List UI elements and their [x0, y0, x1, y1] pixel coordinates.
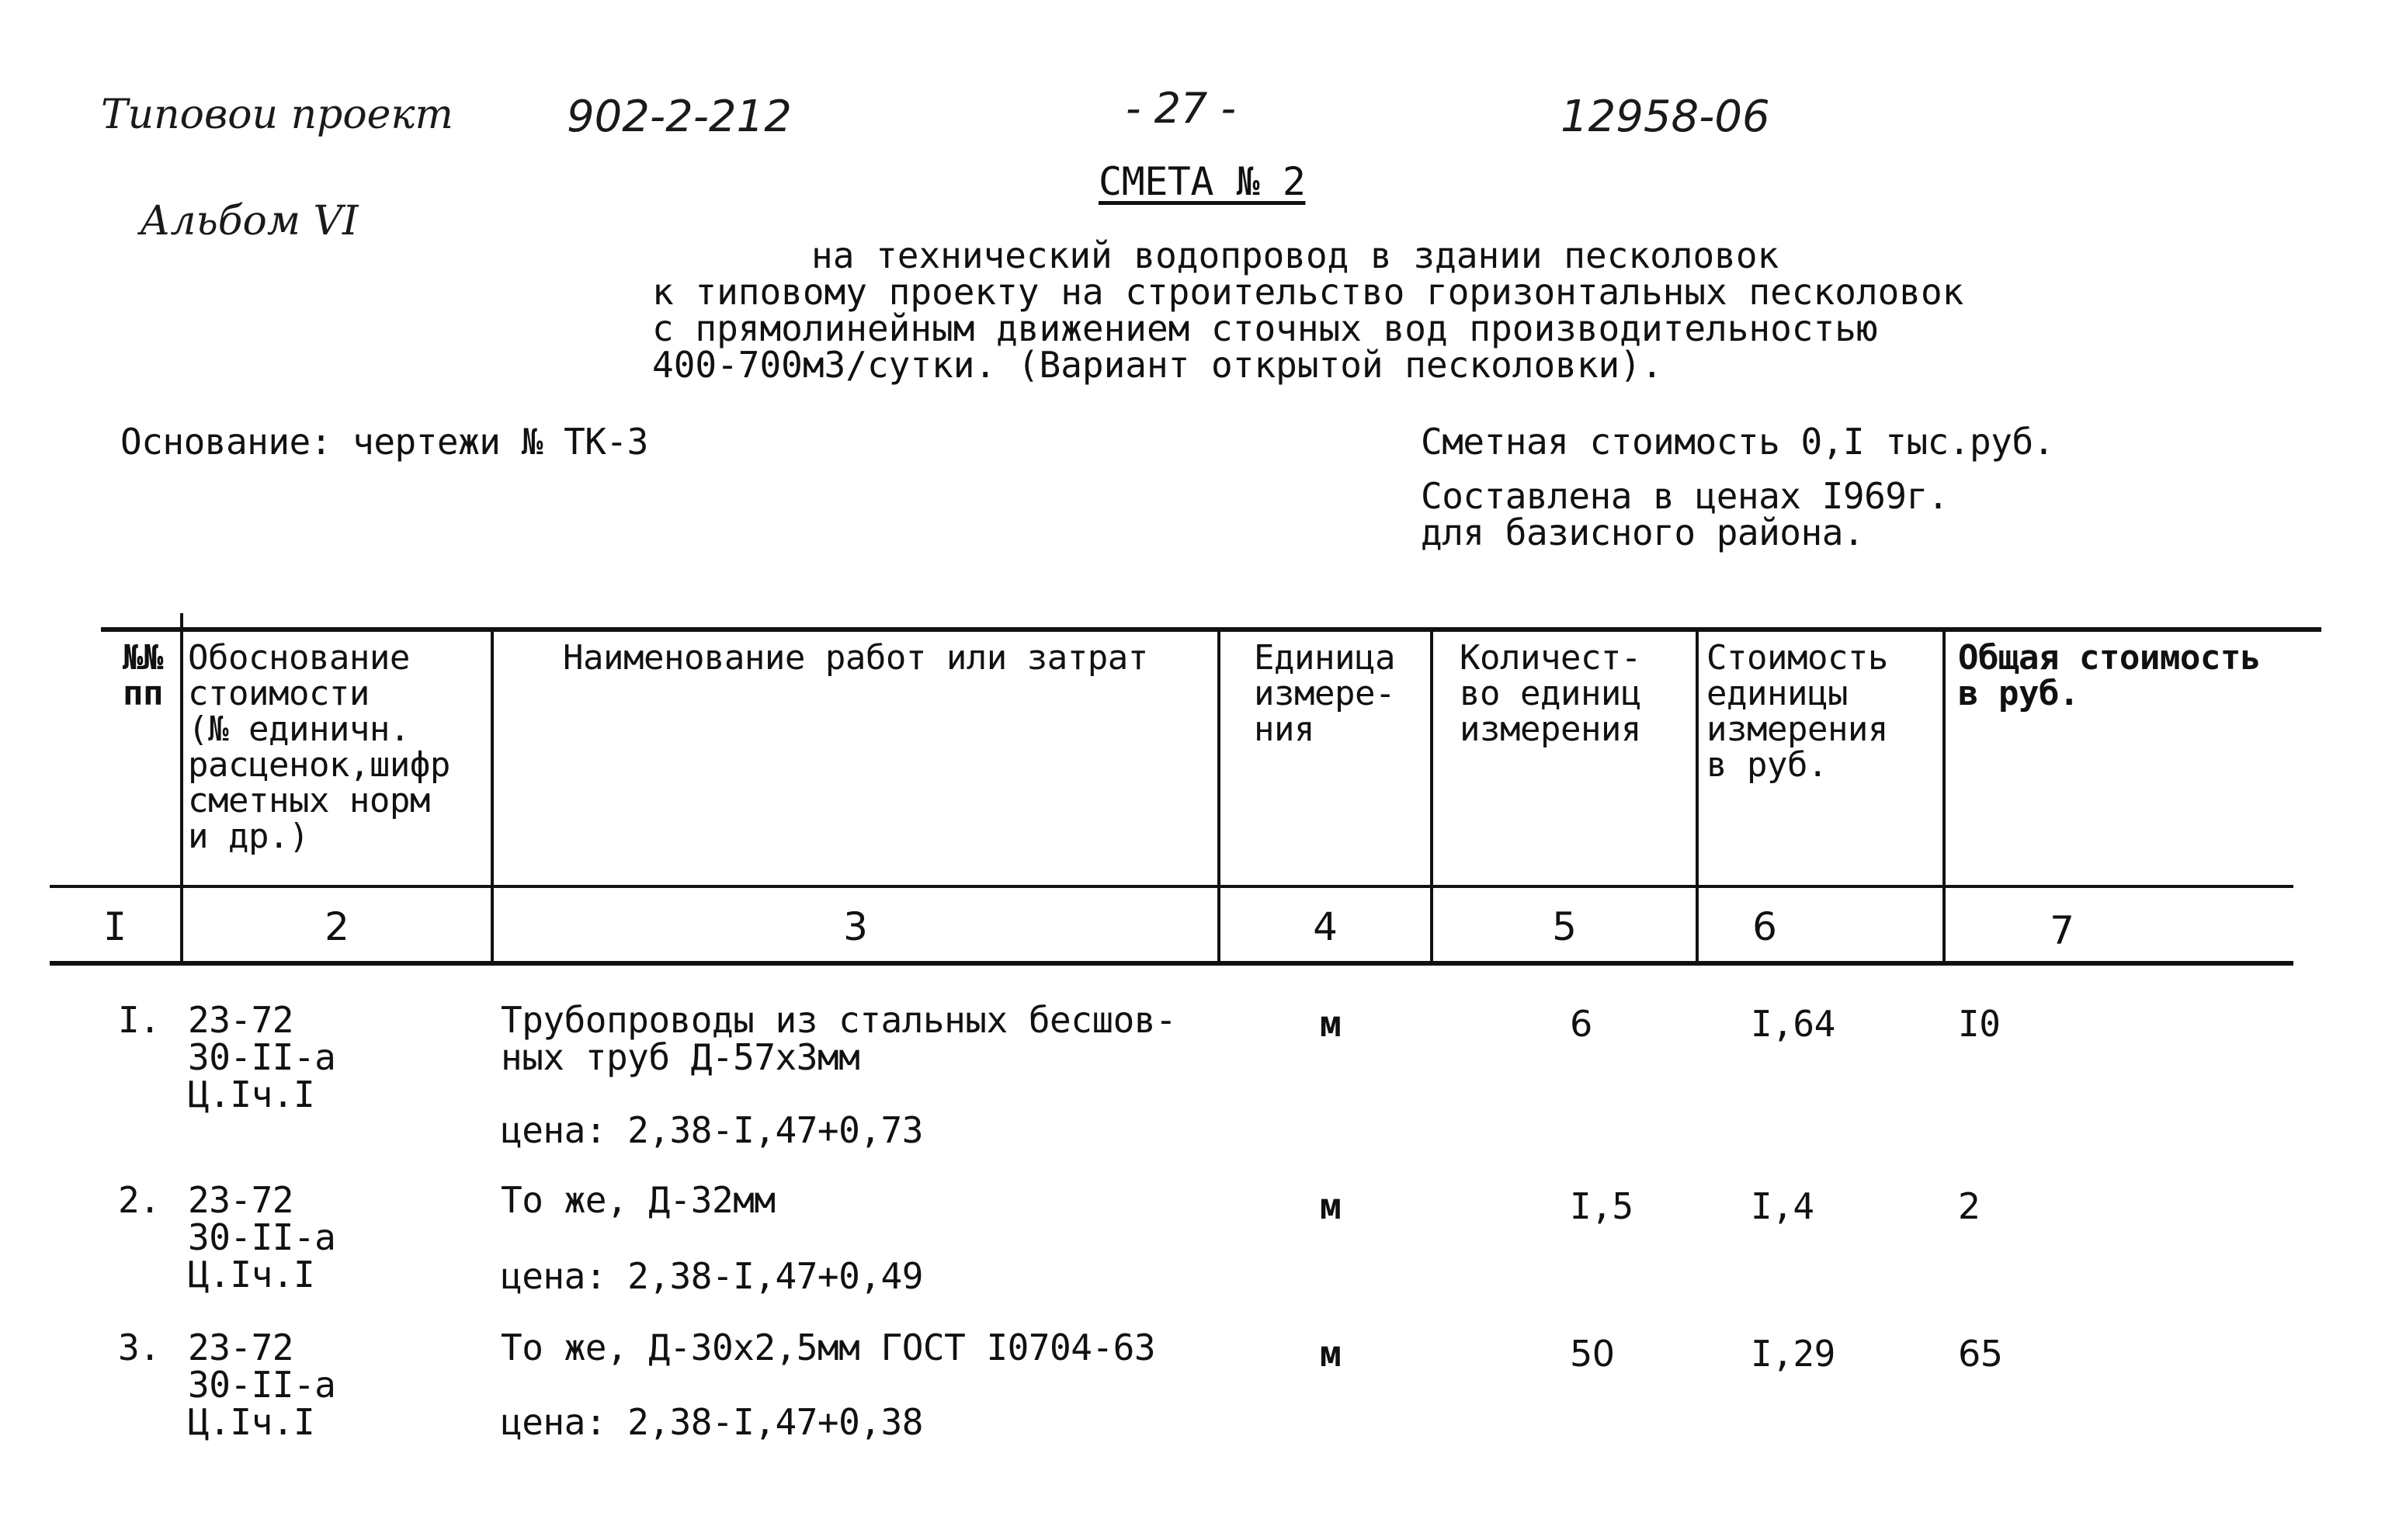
header-number: №№ пп — [123, 638, 163, 713]
row-price-formula: цена: 2,38-I,47+0,49 — [501, 1255, 923, 1297]
header-total-cost: Общая стоимость в руб. — [1958, 638, 2261, 713]
row-price-formula: цена: 2,38-I,47+0,38 — [501, 1401, 923, 1443]
project-code: 902-2-212 — [567, 92, 792, 142]
estimated-cost: Сметная стоимость 0,I тыс.руб. — [1421, 421, 2054, 463]
subtitle-line-1: на технический водопровод в здании песколовок — [811, 234, 1779, 276]
typical-project-note: Типовои проект — [101, 92, 453, 138]
row-quantity: 6 — [1570, 1003, 1592, 1045]
document-title: СМЕТА № 2 — [1099, 159, 1306, 204]
header-quantity: Количест- во единиц измерения — [1460, 638, 1641, 749]
row-number: 2. — [118, 1179, 161, 1221]
row-price-formula: цена: 2,38-I,47+0,73 — [501, 1109, 923, 1151]
column-number: 3 — [843, 904, 868, 949]
row-quantity: I,5 — [1570, 1185, 1633, 1227]
column-number: I — [102, 904, 127, 949]
table-top-rule — [101, 627, 2321, 632]
column-number-rule — [50, 961, 2293, 966]
row-number: I. — [118, 999, 161, 1041]
row-total-cost: I0 — [1958, 1003, 2001, 1045]
prices-note-line-1: Составлена в ценах I969г. — [1421, 475, 1949, 517]
row-basis: 23-72 30-II-а Ц.Iч.I — [188, 1179, 336, 1295]
row-number: 3. — [118, 1327, 161, 1368]
row-basis: 23-72 30-II-а Ц.Iч.I — [188, 1327, 336, 1443]
row-unit-cost: I,4 — [1751, 1185, 1814, 1227]
row-unit: м — [1320, 1333, 1342, 1375]
subtitle-line-3: с прямолинейным движением сточных вод производительностью — [652, 307, 1878, 349]
row-unit-cost: I,64 — [1751, 1003, 1835, 1045]
column-number: 6 — [1752, 904, 1777, 949]
row-work-name: То же, Д-32мм — [501, 1179, 776, 1221]
basis-line: Основание: чертежи № ТК-3 — [120, 421, 648, 463]
row-unit-cost: I,29 — [1751, 1333, 1835, 1375]
row-unit: м — [1320, 1185, 1342, 1227]
subtitle-line-2: к типовому проекту на строительство горизонтальных песколовок — [652, 271, 1964, 313]
row-total-cost: 2 — [1958, 1185, 1981, 1227]
header-work-name: Наименование работ или затрат — [563, 638, 1148, 678]
header-basis: Обоснование стоимости (№ единичн. расценок,шифр сметных норм и др.) — [188, 638, 450, 856]
column-number: 7 — [2050, 908, 2074, 953]
subtitle-line-4: 400-700м3/сутки. (Вариант открытой песколовки). — [652, 344, 1663, 386]
row-quantity: 50 — [1570, 1333, 1615, 1375]
prices-note-line-2: для базисного района. — [1421, 512, 1865, 553]
column-number: 5 — [1552, 904, 1577, 949]
album-note: Альбом VI — [140, 198, 359, 245]
column-number: 4 — [1313, 904, 1338, 949]
row-total-cost: 65 — [1958, 1333, 2003, 1375]
row-basis: 23-72 30-II-а Ц.Iч.I — [188, 999, 336, 1115]
header-rule — [50, 885, 2293, 888]
row-work-name: Трубопроводы из стальных бесшов- ных труб Д-57х3мм — [501, 999, 1177, 1078]
page-number: - 27 - — [1126, 84, 1237, 133]
header-unit-cost: Стоимость единицы измерения в руб. — [1706, 638, 1888, 785]
column-number: 2 — [325, 904, 349, 949]
row-work-name: То же, Д-30х2,5мм ГОСТ I0704-63 — [501, 1327, 1156, 1368]
row-unit: м — [1320, 1003, 1342, 1045]
header-unit: Единица измере- ния — [1254, 638, 1395, 749]
document-code: 12958-06 — [1560, 92, 1770, 142]
